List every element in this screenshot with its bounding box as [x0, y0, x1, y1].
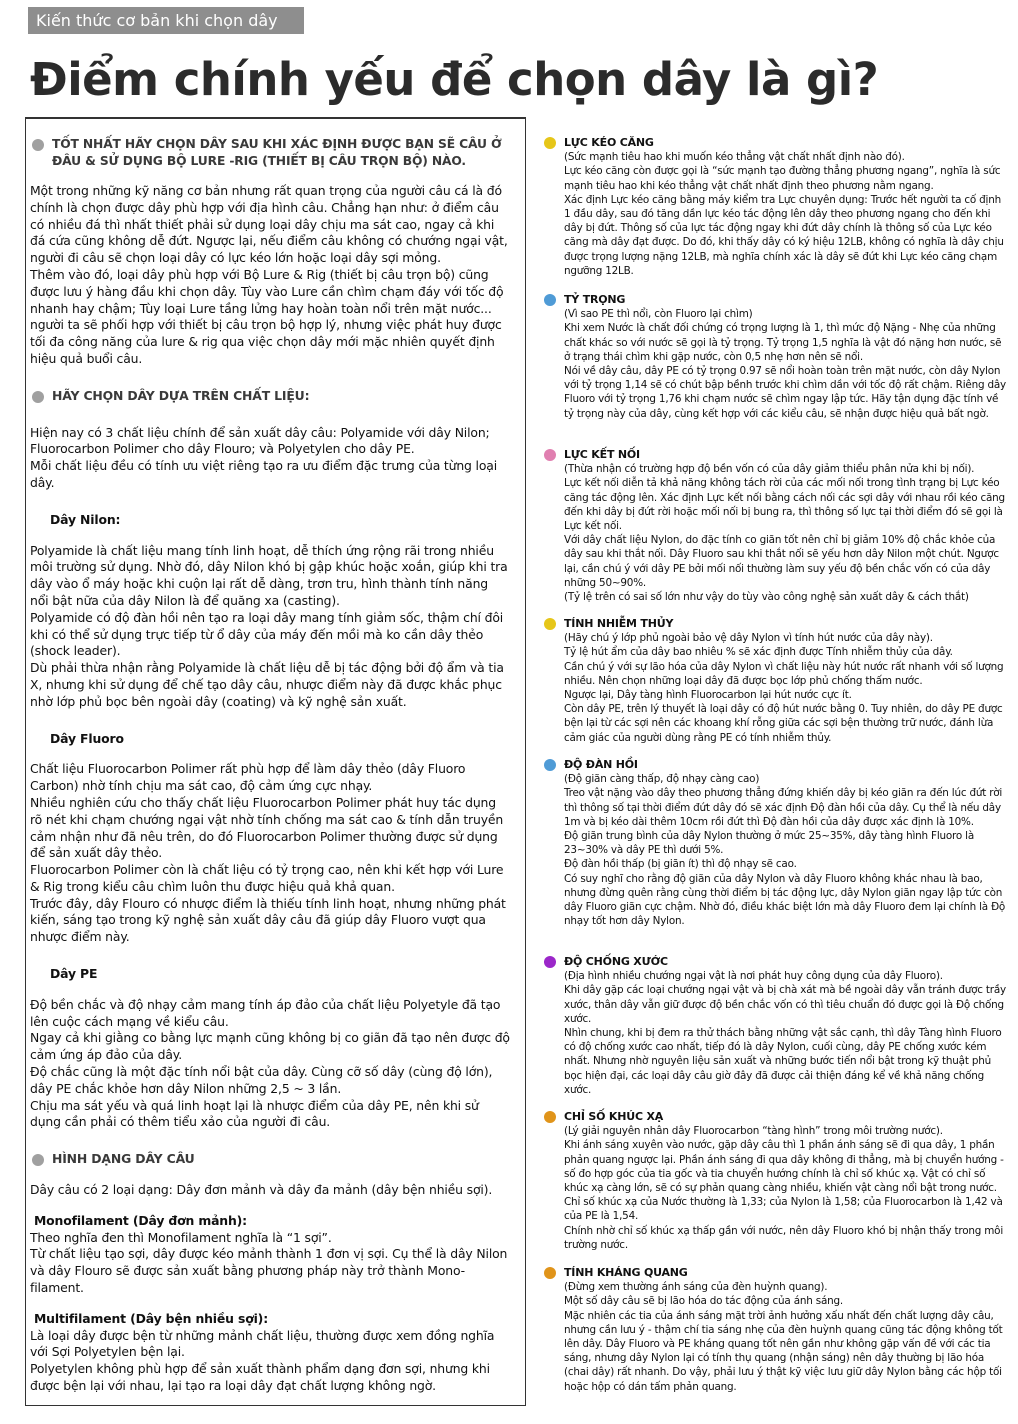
- nilon-paragraph: Polyamide có độ đàn hồi nên tạo ra loại dây mang tính giảm sốc, thậm chí đôi khi có thể sử dụng trực tiếp từ ổ dây của máy đến mồi mà ko cần dây thẻo (shock leader).: [30, 609, 504, 659]
- color-dot-icon: [544, 618, 556, 630]
- category-tag: Kiến thức cơ bản khi chọn dây: [28, 7, 304, 34]
- property-section: [544, 1110, 1009, 1252]
- property-section: [544, 758, 1009, 928]
- property-subtitle: (Thừa nhận có trường hợp độ bền vốn có của dây giảm thiểu phân nửa khi bị nối).: [564, 463, 975, 476]
- property-heading: [544, 1110, 1009, 1124]
- fluoro-subheading: Dây Fluoro: [50, 730, 124, 746]
- property-heading-text: TÍNH KHÁNG QUANG: [564, 1266, 688, 1279]
- mono-paragraph: Từ chất liệu tạo sợi, dây được kéo mảnh thành 1 đơn vị sợi. Cụ thể là dây Nilon và dây Flouro sẽ được sản xuất bằng phương pháp này trở thành Mono-filament.: [30, 1246, 508, 1296]
- property-subtitle: (Vì sao PE thì nổi, còn Fluoro lại chìm): [564, 308, 753, 321]
- property-heading-text: ĐỘ CHỐNG XƯỚC: [564, 955, 668, 968]
- color-dot-icon: [544, 294, 556, 306]
- pe-paragraph: Độ bền chắc và độ nhạy cảm mang tính áp đảo của chất liệu Polyetyle đã tạo lên cuộc cách mạng về kiểu câu.: [30, 996, 501, 1029]
- property-subtitle: (Sức mạnh tiêu hao khi muốn kéo thẳng vật chất nhất định nào đó).: [564, 151, 905, 164]
- property-subtitle: (Độ giãn càng thấp, độ nhạy càng cao): [564, 773, 760, 786]
- material-paragraph: Mỗi chất liệu đều có tính ưu việt riêng tạo ra ưu điểm đặc trưng của từng loại dây.: [30, 458, 497, 490]
- section-heading: [30, 388, 510, 405]
- material-paragraph: Hiện nay có 3 chất liệu chính để sản xuất dây câu: Polyamide với dây Nilon; Fluorocarbon Polimer cho dây Flouro; và Polyetylen cho dây PE.: [30, 424, 490, 457]
- property-subtitle: (Hãy chú ý lớp phủ ngoài bảo vệ dây Nylon vì tính hút nước của dây này).: [564, 632, 933, 645]
- property-heading-text: TÍNH NHIỄM THỦY: [564, 617, 674, 630]
- property-heading-text: ĐỘ ĐÀN HỒI: [564, 758, 638, 771]
- section-heading: [30, 136, 510, 169]
- color-dot-icon: [544, 1267, 556, 1279]
- shape-heading-text: HÌNH DẠNG DÂY CÂU: [52, 1151, 195, 1167]
- property-heading-text: TỶ TRỌNG: [564, 293, 626, 306]
- property-heading: [544, 617, 1009, 631]
- intro-paragraph: Thêm vào đó, loại dây phù hợp với Bộ Lure & Rig (thiết bị câu trọn bộ) cũng được lưu ý hàng đầu khi chọn dây. Tùy vào Lure cần chìm chạm đáy với tốc độ nhanh hay chậm; Tùy loại Lure tầng lửng hay hoàn toàn nổi trên mặt nước... người ta sẽ phối hợp với thiết bị câu trọn bộ hợp lý, nhưng việc phát huy được tối đa công năng của lure & rig qua việc chọn dây mới mặc nhiên quyết định hiệu quả buổi câu.: [30, 266, 504, 366]
- section-heading: [30, 1151, 510, 1168]
- nilon-paragraph: Dù phải thừa nhận rằng Polyamide là chất liệu dễ bị tác động bởi độ ẩm và tia X, nhưng khi sử dụng để chế tạo dây câu, nhược điểm này đã được khắc phục nhờ lớp phủ bọc bên ngoài dây (coating) và kỹ nghệ sản xuất.: [30, 660, 504, 709]
- property-subtitle: (Lý giải nguyên nhân dây Fluorocarbon “tàng hình” trong môi trường nước).: [564, 1125, 943, 1138]
- color-dot-icon: [544, 956, 556, 968]
- property-section: [544, 136, 1009, 278]
- intro-paragraph: Một trong những kỹ năng cơ bản nhưng rất quan trọng của người câu cá là đó chính là chọn được dây phù hợp với địa hình câu. Chẳng hạn như: ở điểm câu có nhiều đá thì nhất thiết phải sử dụng loại dây chịu ma sát cao, ngay cả khi đá cứa cũng không dễ đứt. Ngược lại, nếu điểm câu không có chướng ngại vật, người đi câu sẽ chọn loại dây có lực kéo lớn hoặc loại dây sợi mỏng.: [30, 183, 508, 266]
- nilon-subheading: Dây Nilon:: [50, 511, 121, 527]
- nilon-paragraph: Polyamide là chất liệu mang tính linh hoạt, dễ thích ứng rộng rãi trong nhiều môi trường sử dụng. Nhờ đó, dây Nilon khó bị gập khúc hoặc xoắn, giúp khi tra dây vào ổ máy hoặc khi cuộn lại rất dễ dàng, trơn tru, hình thành tính năng nổi bật nữa của dây Nilon là để quăng xa (casting).: [30, 542, 508, 608]
- property-body: Lực kết nối diễn tả khả năng không tách rời của các mối nối trong tình trạng bị Lực kéo căng tác động lên. Xác định Lực kết nối bằng cách nối các sợi dây với nhau rồi kéo căng đến khi dây bị đứt rời hoặc mối nối bị bung ra, thì thông số lực tại thời điểm đó sẽ gọi là Lực kết nối. Với dây chất liệu Nylon, do đặc tính co giãn tốt nên chỉ bị giảm 10% độ chắc khỏe của dây sau khi thắt nối. Dây Fluoro sau khi thắt nối sẽ yếu hơn dây Nilon một chút. Ngược lại, cần chú ý với dây PE bởi mối nối thường làm suy yếu độ bền chắc vốn có của dây những 50~90%. (Tỷ lệ trên có sai số lớn như vậy do tùy vào công nghệ sản xuất dây & cách thắt): [564, 477, 1005, 604]
- property-section: [544, 293, 1009, 421]
- property-heading: [544, 758, 1009, 772]
- property-body: Khi dây gặp các loại chướng ngại vật và bị chà xát mà bề ngoài dây vẫn tránh được trầy xước, thân dây vẫn giữ được độ bền chắc vốn có thì tiêu chuẩn đó được gọi là Độ chống xước. Nhìn chung, khi bị đem ra thử thách bằng những vật sắc cạnh, thì dây Tàng hình Fluoro có độ chống xước cao nhất, tiếp đó là dây Nylon, cuối cùng, dây PE chống xước kém nhất. Nhưng nhờ nguyên liệu sản xuất và những bước tiến nổi bật trong kỹ thuật phủ bọc hiện đại, các loại dây câu giờ đây đã được cải thiện đáng kể về khả năng chống xước.: [564, 984, 1006, 1096]
- bullet-dot-icon: [32, 1154, 44, 1166]
- property-section: [544, 955, 1009, 1097]
- property-body: Lực kéo căng còn được gọi là “sức mạnh tạo đường thẳng phương ngang”, nghĩa là sức mạnh tiêu hao khi kéo thẳng vật chất nhất định theo phương nằm ngang. Xác định Lực kéo căng bằng máy kiểm tra Lực chuyên dụng: Trước hết người ta cố định 1 đầu dây, sau đó tăng dần lực kéo tác động lên dây theo phương ngang cho đến khi dây bị đứt. Thông số của lực tác động ngay khi đứt dây chính là thông số của Lực kéo căng mà dây đạt được. Do đó, khi thấy dây có ký hiệu 12LB, không có nghĩa là dây chịu được trọng lượng nặng 12LB, mà nghĩa chính xác là dây sẽ đứt khi Lực kéo căng chạm ngưỡng 12LB.: [564, 165, 1004, 277]
- color-dot-icon: [544, 759, 556, 771]
- property-body: Khi xem Nước là chất đối chứng có trọng lượng là 1, thì mức độ Nặng - Nhẹ của những chất khác so với nước sẽ gọi là tỷ trọng. Tỷ trọng 1,5 nghĩa là vật đó nặng hơn nước, sẽ ở trạng thái chìm khi gặp nước, còn 0,5 nhẹ hơn nên sẽ nổi. Nói về dây câu, dây PE có tỷ trọng 0.97 sẽ nổi hoàn toàn trên mặt nước, còn dây Nylon với tỷ trọng 1,14 sẽ có chút bập bềnh trước khi chìm dần với tốc độ rất chậm. Riêng dây Fluoro với tỷ trọng 1,76 khi chạm nước sẽ chìm ngay lập tức. Hãy tận dụng đặc tính về tỷ trọng này của dây, cùng kết hợp với các kiểu câu, sẽ nhận được hiệu quả bất ngờ.: [564, 322, 1006, 420]
- property-section: [544, 448, 1009, 604]
- mono-paragraph: Theo nghĩa đen thì Monofilament nghĩa là “1 sợi”.: [30, 1229, 332, 1245]
- intro-heading-text: TỐT NHẤT HÃY CHỌN DÂY SAU KHI XÁC ĐỊNH ĐƯỢC BẠN SẼ CÂU Ở ĐÂU & SỬ DỤNG BỘ LURE -RIG (THIẾT BỊ CÂU TRỌN BỘ) NÀO.: [52, 137, 502, 168]
- property-heading: [544, 448, 1009, 462]
- fluoro-paragraph: Fluorocarbon Polimer còn là chất liệu có tỷ trọng cao, nên khi kết hợp với Lure & Rig trong kiểu câu chìm luôn thu được hiệu quả khả quan.: [30, 862, 504, 894]
- property-heading-text: CHỈ SỐ KHÚC XẠ: [564, 1110, 664, 1123]
- multi-paragraph: Polyetylen không phù hợp để sản xuất thành phẩm dạng đơn sợi, nhưng khi được bện lại với nhau, lại tạo ra loại dây đạt chất lượng không ngờ.: [30, 1361, 490, 1394]
- property-section: [544, 617, 1009, 745]
- color-dot-icon: [544, 449, 556, 461]
- color-dot-icon: [544, 1111, 556, 1123]
- pe-subheading: Dây PE: [50, 966, 98, 982]
- property-heading: [544, 955, 1009, 969]
- property-subtitle: (Đừng xem thường ánh sáng của đèn huỳnh quang).: [564, 1281, 828, 1294]
- shape-paragraph: Dây câu có 2 loại dạng: Dây đơn mảnh và dây đa mảnh (dây bện nhiều sợi).: [30, 1182, 493, 1198]
- property-body: Khi ánh sáng xuyên vào nước, gặp dây câu thì 1 phần ánh sáng sẽ đi qua dây, 1 phần phản quang ngược lại. Phần ánh sáng đi qua dây không đi thẳng, mà bị chuyển hướng - số đo hợp góc của tia gốc và tia chuyển hướng chính là chỉ số khúc xạ. Vật có chỉ số khúc xạ càng lớn, sẽ có sự phản quang càng nhiều, khiến vật càng nổi bật trong nước. Chỉ số khúc xạ của Nước thường là 1,33; của Nylon là 1,58; của Fluorocarbon là 1,42 và của PE là 1,54. Chính nhờ chỉ số khúc xạ thấp gần với nước, nên dây Fluoro khó bị nhận thấy trong môi trường nước.: [564, 1139, 1004, 1251]
- property-section: [544, 1266, 1009, 1394]
- bullet-dot-icon: [32, 139, 44, 151]
- property-body: Treo vật nặng vào dây theo phương thẳng đứng khiến dây bị kéo giãn ra đến lúc đứt rời thì thông số tại thời điểm đứt dây đó sẽ xác định Độ đàn hồi của dây. Cụ thể là nếu dây 1m và bị kéo dài thêm 10cm rồi đứt thì Độ đàn hồi của dây được xác định là 10%. Độ giãn trung bình của dây Nylon thường ở mức 25~35%, dây tàng hình Fluoro là 23~30% và dây PE thì dưới 5%. Độ đàn hồi thấp (bị giãn ít) thì độ nhạy sẽ cao. Có suy nghĩ cho rằng độ giãn của dây Nylon và dây Fluoro không khác nhau là bao, nhưng đừng quên rằng cùng thời điểm bị tác động lực, dây Nylon giãn ngay lập tức còn dây Fluoro giãn cực chậm. Nhờ đó, điều khác biệt lớn mà dây Fluoro đem lại chính là Độ nhạy tốt hơn dây Nylon.: [564, 787, 1006, 928]
- property-heading-text: LỰC KẾT NỐI: [564, 448, 640, 461]
- pe-paragraph: Chịu ma sát yếu và quá linh hoạt lại là nhược điểm của dây PE, nên khi sử dụng cần phải có thêm tiểu xảo của người đi câu.: [30, 1097, 479, 1130]
- left-column: [30, 136, 510, 1395]
- property-heading: [544, 1266, 1009, 1280]
- multi-subheading: Multifilament (Dây bện nhiều sợi):: [34, 1310, 268, 1326]
- material-heading-text: HÃY CHỌN DÂY DỰA TRÊN CHẤT LIỆU:: [52, 387, 310, 403]
- multi-paragraph: Là loại dây được bện từ những mảnh chất liệu, thường được xem đồng nghĩa với Sợi Polyetylen bện lại.: [30, 1327, 495, 1360]
- property-body: Tỷ lệ hút ẩm của dây bao nhiêu % sẽ xác định được Tính nhiễm thủy của dây. Cần chú ý với sự lão hóa của dây Nylon vì chất liệu này hút nước rất nhanh với số lượng nhiều. Nên chọn những loại dây đã được bọc lớp phủ chống thấm nước. Ngược lại, Dây tàng hình Fluorocarbon lại hút nước cực ít. Còn dây PE, trên lý thuyết là loại dây có độ hút nước bằng 0. Tuy nhiên, do dây PE được bện lại từ các sợi nên các khoang khí rỗng giữa các sợi bện thường trữ nước, đánh lừa cảm giác của người dùng rằng PE có tính nhiễm thủy.: [564, 646, 1004, 744]
- property-heading: [544, 136, 1009, 150]
- page-title: Điểm chính yếu để chọn dây là gì?: [30, 53, 879, 106]
- bullet-dot-icon: [32, 391, 44, 403]
- fluoro-paragraph: Trước đây, dây Flouro có nhược điểm là thiếu tính linh hoạt, nhưng những phát kiến, sáng tạo trong kỹ nghệ sản xuất dây câu đã giúp dây Fluoro vượt qua nhược điểm này.: [30, 895, 506, 945]
- property-heading-text: LỰC KÉO CĂNG: [564, 136, 654, 149]
- color-dot-icon: [544, 137, 556, 149]
- property-subtitle: (Địa hình nhiều chướng ngại vật là nơi phát huy công dụng của dây Fluoro).: [564, 970, 943, 983]
- mono-subheading: Monofilament (Dây đơn mảnh):: [34, 1212, 247, 1228]
- fluoro-paragraph: Chất liệu Fluorocarbon Polimer rất phù hợp để làm dây thẻo (dây Fluoro Carbon) nhờ tính chịu ma sát cao, độ cảm ứng cực nhạy.: [30, 761, 466, 794]
- fluoro-paragraph: Nhiều nghiên cứu cho thấy chất liệu Fluorocarbon Polimer phát huy tác dụng rõ nét khi chạm chướng ngại vật nhờ tính chống ma sát cao & tính dẫn truyền cảm nhận như đã nêu trên, do đó Fluorocarbon Polimer thường được sử dụng để sản xuất dây thẻo.: [30, 794, 504, 861]
- pe-paragraph: Độ chắc cũng là một đặc tính nổi bật của dây. Cùng cỡ số dây (cùng độ lớn), dây PE chắc khỏe hơn dây Nilon những 2,5 ~ 3 lần.: [30, 1064, 493, 1096]
- pe-paragraph: Ngay cả khi giằng co bằng lực mạnh cũng không bị co giãn đã tạo nên được độ cảm ứng áp đảo của dây.: [30, 1030, 510, 1063]
- property-heading: [544, 293, 1009, 307]
- property-body: Một số dây câu sẽ bị lão hóa do tác động của ánh sáng. Mặc nhiên các tia của ánh sáng mặt trời ảnh hưởng xấu nhất đến chất lượng dây câu, nhưng cần lưu ý - thậm chí tia sáng nhẹ của đèn huỳnh quang cũng tác động không tốt lên dây. Dây Fluoro và PE kháng quang tốt nên gần như không gặp vấn đề với các tia sáng, nhưng dây Nylon lại có tính thụ quang (nhận sáng) nên dây thường bị lão hóa (chai dây) rất nhanh. Do vậy, phải lưu ý thật kỹ việc lưu giữ dây Nylon bằng các hộp tối hoặc hộp có dán tấm phản quang.: [564, 1295, 1003, 1393]
